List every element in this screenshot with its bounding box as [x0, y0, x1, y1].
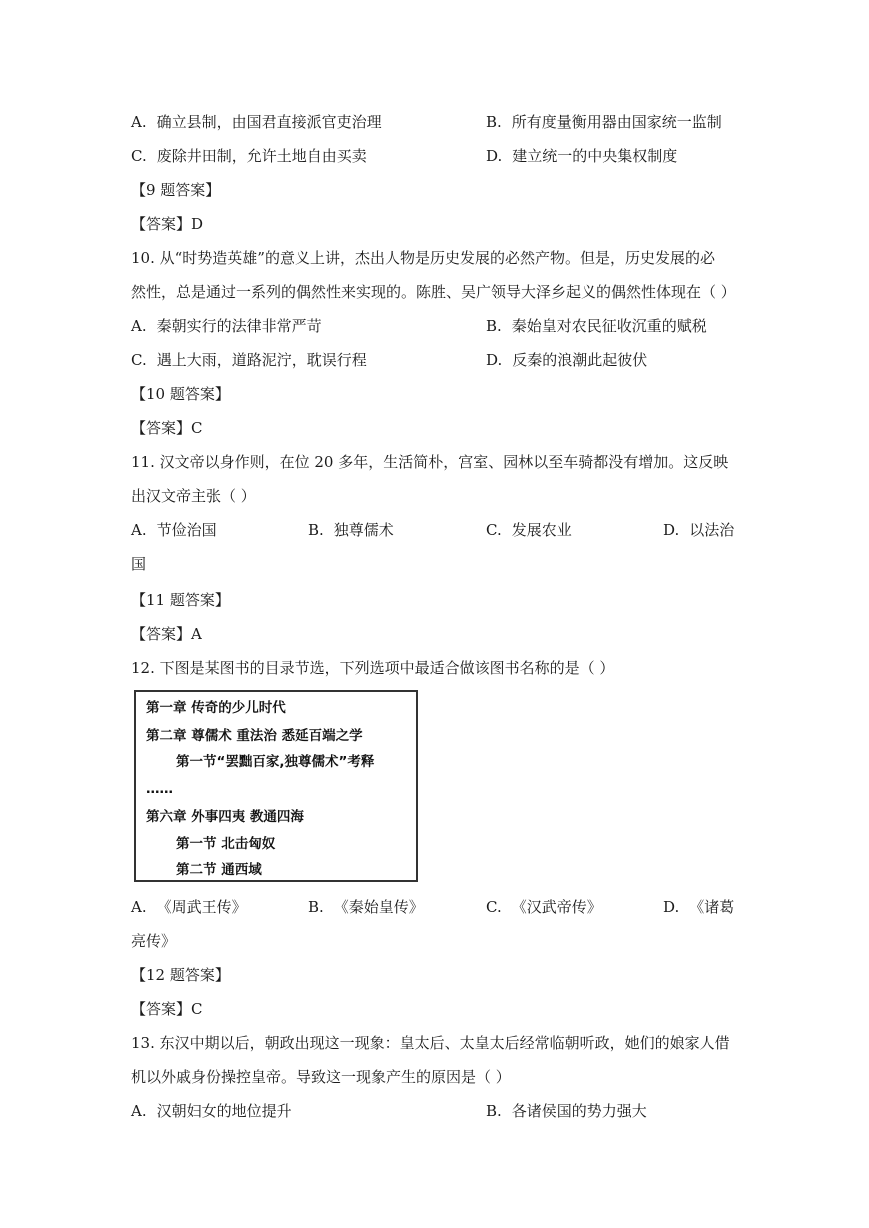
- q11-option-b: [308, 520, 394, 540]
- option-text: 汉朝妇女的地位提升: [156, 1102, 292, 1120]
- q10-option-b: [486, 316, 707, 336]
- option-letter: B.: [486, 317, 502, 335]
- q12-option-d: [663, 897, 734, 917]
- q12-option-c: [486, 897, 602, 917]
- option-text: 《秦始皇传》: [333, 898, 424, 916]
- option-text: 《汉武帝传》: [511, 898, 602, 916]
- q9-answer: 【答案】D: [131, 215, 204, 233]
- option-text: 废除井田制，允许土地自由买卖: [156, 147, 367, 165]
- q10-option-a: [131, 316, 322, 336]
- q9-option-a: [131, 112, 382, 132]
- toc-line: 第二章 尊儒术 重法治 悉延百端之学: [146, 728, 363, 744]
- option-letter: C.: [131, 351, 147, 369]
- toc-line: 第一节 北击匈奴: [176, 836, 276, 852]
- option-text: 节俭治国: [156, 521, 217, 539]
- option-letter: B.: [486, 113, 502, 131]
- toc-line: 第一章 传奇的少儿时代: [146, 700, 286, 716]
- q10-stem-line2: 然性，总是通过一系列的偶然性来实现的。陈胜、吴广领导大泽乡起义的偶然性体现在（ ）: [131, 283, 736, 301]
- q11-option-d: [663, 520, 734, 540]
- option-letter: C.: [131, 147, 147, 165]
- option-letter: D.: [486, 147, 503, 165]
- q11-answer-header: 【11 题答案】: [131, 591, 230, 609]
- q12-stem: 12. 下图是某图书的目录节选，下列选项中最适合做该图书名称的是（ ）: [131, 659, 615, 677]
- q10-option-d: [486, 350, 647, 370]
- option-letter: D.: [663, 898, 680, 916]
- option-text: 确立县制，由国君直接派官吏治理: [156, 113, 382, 131]
- option-letter: D.: [486, 351, 503, 369]
- q12-answer-header: 【12 题答案】: [131, 966, 230, 984]
- q11-option-c: [486, 520, 572, 540]
- option-text: 秦始皇对农民征收沉重的赋税: [511, 317, 707, 335]
- q12-answer: 【答案】C: [131, 1000, 203, 1018]
- q10-option-c: [131, 350, 367, 370]
- q10-stem-line1: 10. 从“时势造英雄”的意义上讲，杰出人物是历史发展的必然产物。但是，历史发展的必: [131, 249, 715, 267]
- q12-option-a: [131, 897, 247, 917]
- toc-line: 第二节 通西域: [176, 862, 262, 878]
- option-letter: A.: [131, 898, 147, 916]
- q11-stem-line1: 11. 汉文帝以身作则，在位 20 多年，生活简朴，宫室、园林以至车骑都没有增加。这反映: [131, 453, 729, 471]
- option-text: 以法治: [689, 521, 735, 539]
- q12-option-b: [308, 897, 424, 917]
- toc-line: 第六章 外事四夷 教通四海: [146, 809, 304, 825]
- option-text: 反秦的浪潮此起彼伏: [512, 351, 648, 369]
- q9-answer-header: 【9 题答案】: [131, 181, 221, 199]
- option-text: 所有度量衡用器由国家统一监制: [511, 113, 722, 131]
- toc-line: ……: [146, 781, 173, 797]
- option-letter: C.: [486, 521, 502, 539]
- q10-answer-header: 【10 题答案】: [131, 385, 230, 403]
- option-letter: A.: [131, 113, 147, 131]
- option-text: 遇上大雨，道路泥泞，耽误行程: [156, 351, 367, 369]
- option-letter: A.: [131, 317, 147, 335]
- q10-answer: 【答案】C: [131, 419, 203, 437]
- q9-option-c: [131, 146, 367, 166]
- q13-stem-line2: 机以外戚身份操控皇帝。导致这一现象产生的原因是（ ）: [131, 1068, 511, 1086]
- option-letter: A.: [131, 521, 147, 539]
- table-of-contents-image: [134, 690, 418, 882]
- q11-option-wrap: 国: [131, 555, 147, 573]
- q13-option-b: [486, 1101, 647, 1121]
- option-text: 独尊儒术: [333, 521, 394, 539]
- option-letter: D.: [663, 521, 680, 539]
- q11-option-a: [131, 520, 217, 540]
- option-text: 《周武王传》: [156, 898, 247, 916]
- q12-option-wrap: 亮传》: [131, 932, 177, 950]
- option-text: 《诸葛: [689, 898, 735, 916]
- option-text: 各诸侯国的势力强大: [511, 1102, 647, 1120]
- q9-option-b: [486, 112, 722, 132]
- q13-stem-line1: 13. 东汉中期以后，朝政出现这一现象：皇太后、太皇太后经常临朝听政，她们的娘家人借: [131, 1034, 730, 1052]
- q11-stem-line2: 出汉文帝主张（ ）: [131, 487, 256, 505]
- option-text: 发展农业: [511, 521, 572, 539]
- option-letter: A.: [131, 1102, 147, 1120]
- option-text: 建立统一的中央集权制度: [512, 147, 678, 165]
- option-letter: B.: [308, 521, 324, 539]
- q13-option-a: [131, 1101, 292, 1121]
- option-text: 秦朝实行的法律非常严苛: [156, 317, 322, 335]
- q11-answer: 【答案】A: [131, 625, 202, 643]
- option-letter: B.: [308, 898, 324, 916]
- q9-option-d: [486, 146, 677, 166]
- toc-line: 第一节“罢黜百家,独尊儒术”考释: [176, 754, 375, 770]
- option-letter: B.: [486, 1102, 502, 1120]
- option-letter: C.: [486, 898, 502, 916]
